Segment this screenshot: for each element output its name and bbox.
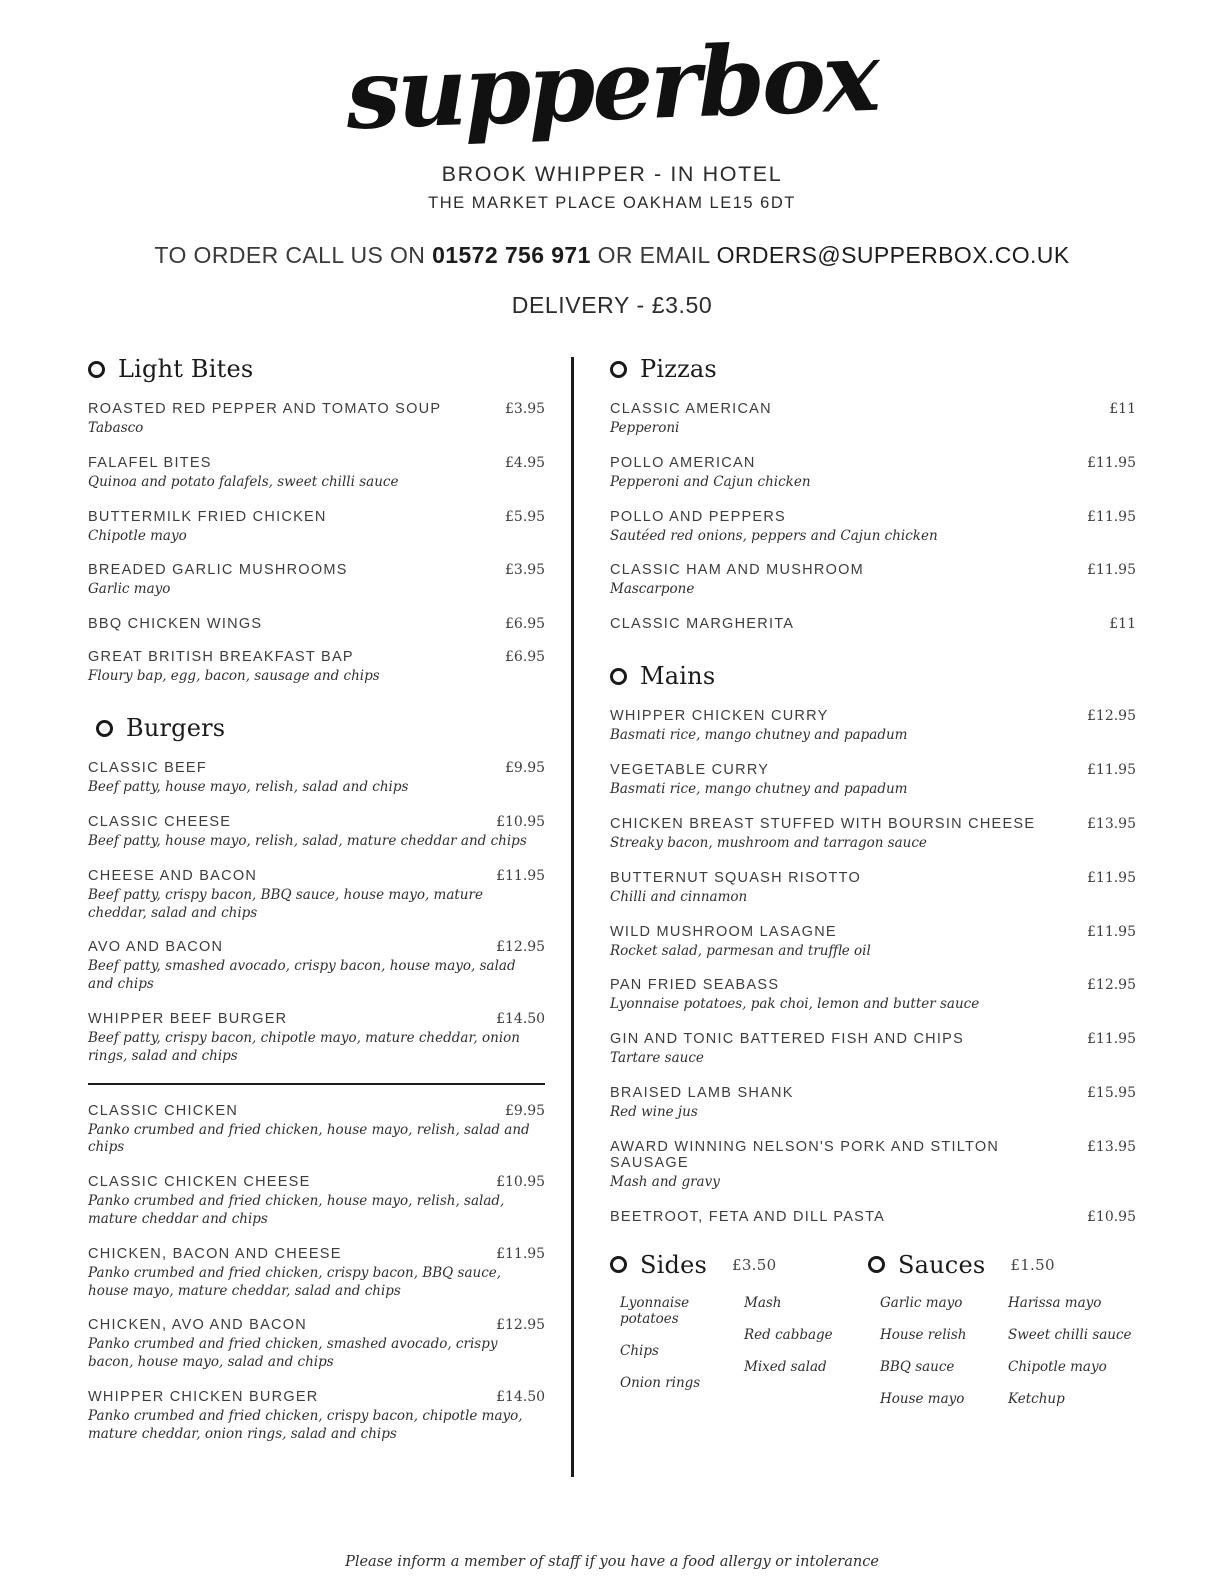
section-header-light-bites (88, 355, 545, 383)
sides-section (610, 1251, 868, 1423)
sauces-price: £1.50 (1010, 1255, 1055, 1274)
item-price: £11.95 (1087, 562, 1136, 579)
menu-item (88, 1246, 545, 1301)
circle-bullet-icon (88, 361, 105, 378)
menu-item (88, 455, 545, 492)
item-name: BEETROOT, FETA AND DILL PASTA (610, 1208, 886, 1225)
circle-bullet-icon (868, 1256, 885, 1273)
item-name: GIN AND TONIC BATTERED FISH AND CHIPS (610, 1031, 965, 1048)
item-name: BREADED GARLIC MUSHROOMS (88, 562, 348, 579)
item-description: Mash and gravy (610, 1173, 720, 1190)
item-description: Pepperoni and Cajun chicken (610, 473, 811, 490)
circle-bullet-icon (610, 1256, 627, 1273)
item-description: Rocket salad, parmesan and truffle oil (610, 942, 871, 959)
brand-logo: supperbox (344, 19, 880, 152)
sauce-item: Sweet chilli sauce (1008, 1326, 1132, 1343)
section-title-sides: Sides (640, 1250, 707, 1279)
sauce-item: BBQ sauce (880, 1358, 955, 1375)
menu-item (88, 649, 545, 686)
menu-item (88, 814, 545, 851)
section-title-mains: Mains (640, 662, 716, 691)
item-price: £12.95 (496, 1317, 546, 1334)
item-description: Chilli and cinnamon (610, 888, 748, 905)
menu-item (610, 816, 1136, 853)
item-description: Panko crumbed and fried chicken, smashed avocado, crispy bacon, house mayo, salad and chips (88, 1336, 498, 1371)
item-name: CHICKEN, AVO AND BACON (88, 1317, 307, 1334)
sauce-item: House relish (880, 1326, 967, 1343)
side-item: Onion rings (620, 1374, 701, 1391)
item-description: Pepperoni (610, 420, 680, 436)
item-name: POLLO AND PEPPERS (610, 508, 786, 525)
item-name: POLLO AMERICAN (610, 454, 756, 471)
allergy-notice: Please inform a member of staff if you have a food allergy or intolerance (345, 1554, 879, 1570)
item-price: £12.95 (496, 939, 546, 956)
item-price: £11.95 (1087, 762, 1136, 779)
item-name: GREAT BRITISH BREAKFAST BAP (88, 649, 354, 666)
item-name: BBQ CHICKEN WINGS (88, 616, 263, 633)
item-price: £4.95 (505, 454, 546, 471)
sides-column-1 (620, 1295, 744, 1407)
item-price: £11 (1109, 616, 1136, 633)
menu-item (610, 401, 1136, 438)
menu-item (88, 868, 545, 923)
menu-item (610, 870, 1136, 907)
circle-bullet-icon (96, 720, 113, 737)
sides-sauces-block (610, 1251, 1136, 1423)
item-description: Basmati rice, mango chutney and papadum (610, 781, 908, 798)
item-description: Sautéed red onions, peppers and Cajun chicken (610, 527, 938, 544)
menu-item (610, 924, 1136, 961)
menu-item (610, 708, 1136, 745)
menu-item (610, 455, 1136, 492)
item-description: Beef patty, crispy bacon, chipotle mayo, mature cheddar, onion rings, salad and chips (88, 1029, 520, 1064)
item-name: CLASSIC CHICKEN CHEESE (88, 1174, 311, 1191)
menu-item (88, 1011, 545, 1066)
item-price: £12.95 (1087, 708, 1136, 725)
menu-item (88, 401, 545, 438)
item-price: £15.95 (1087, 1084, 1136, 1101)
item-description: Beef patty, house mayo, relish, salad and chips (88, 779, 409, 796)
menu-item (88, 509, 545, 546)
menu-item (88, 1389, 545, 1444)
menu-item (610, 1085, 1136, 1122)
item-name: WILD MUSHROOM LASAGNE (610, 923, 837, 940)
item-price: £11.95 (1087, 923, 1136, 940)
item-description: Beef patty, crispy bacon, BBQ sauce, house mayo, mature cheddar, salad and chips (88, 886, 483, 921)
item-name: AVO AND BACON (88, 939, 224, 956)
item-name: FALAFEL BITES (88, 454, 212, 471)
item-price: £10.95 (496, 1174, 546, 1191)
menu-item (610, 562, 1136, 599)
item-description: Panko crumbed and fried chicken, crispy bacon, BBQ sauce, house mayo, mature cheddar, salad and chips (88, 1264, 502, 1299)
item-name: AWARD WINNING NELSON'S PORK AND STILTON SAUSAGE (610, 1138, 1000, 1171)
section-header-pizzas (610, 355, 1136, 383)
item-name: BUTTERNUT SQUASH RISOTTO (610, 869, 862, 886)
circle-bullet-icon (610, 361, 627, 378)
sauce-item: Ketchup (1008, 1390, 1065, 1407)
item-price: £6.95 (505, 649, 546, 666)
item-price: £13.95 (1087, 1138, 1136, 1155)
side-item: Lyonnaise potatoes (620, 1294, 690, 1327)
menu-columns (0, 355, 1224, 1477)
item-name: CLASSIC BEEF (88, 760, 207, 777)
side-item: Mash (744, 1294, 782, 1311)
item-description: Beef patty, house mayo, relish, salad, mature cheddar and chips (88, 832, 527, 849)
sauce-item: Garlic mayo (880, 1294, 963, 1311)
item-description: Panko crumbed and fried chicken, crispy bacon, chipotle mayo, mature cheddar, onion rings, salad and chips (88, 1408, 523, 1442)
menu-item (610, 1209, 1136, 1225)
menu-item (88, 1103, 545, 1158)
item-name: CLASSIC CHICKEN (88, 1102, 239, 1119)
item-price: £11.95 (1087, 1031, 1136, 1048)
item-description: Tabasco (88, 420, 144, 436)
menu-item (88, 939, 545, 994)
menu-item (610, 509, 1136, 546)
sauce-item: Harissa mayo (1008, 1294, 1102, 1311)
item-price: £11.95 (1087, 508, 1136, 525)
item-description: Streaky bacon, mushroom and tarragon sauce (610, 834, 927, 851)
item-price: £3.95 (505, 401, 546, 417)
item-description: Floury bap, egg, bacon, sausage and chips (88, 668, 380, 685)
menu-item (88, 1317, 545, 1372)
menu-item (610, 1139, 1136, 1192)
section-header-sauces (868, 1251, 1136, 1279)
item-price: £14.50 (496, 1389, 546, 1406)
sides-column-2 (744, 1295, 868, 1407)
item-description: Lyonnaise potatoes, pak choi, lemon and butter sauce (610, 996, 980, 1013)
menu-item (88, 562, 545, 599)
side-item: Chips (620, 1342, 659, 1359)
item-name: CHICKEN BREAST STUFFED WITH BOURSIN CHEESE (610, 815, 1036, 832)
item-name: CLASSIC HAM AND MUSHROOM (610, 562, 864, 579)
menu-item (88, 1174, 545, 1229)
delivery-charge: DELIVERY - £3.50 (511, 292, 713, 318)
item-name: WHIPPER CHICKEN BURGER (88, 1389, 319, 1406)
item-name: BRAISED LAMB SHANK (610, 1084, 794, 1101)
menu-item (88, 616, 545, 632)
item-name: WHIPPER CHICKEN CURRY (610, 708, 829, 725)
item-description: Beef patty, smashed avocado, crispy bacon, house mayo, salad and chips (88, 958, 516, 993)
section-header-sides (610, 1251, 868, 1279)
circle-bullet-icon (610, 668, 627, 685)
item-name: CLASSIC MARGHERITA (610, 616, 795, 633)
order-contact-line (0, 242, 1224, 269)
item-price: £11 (1109, 401, 1136, 417)
item-description: Mascarpone (610, 581, 695, 598)
venue-name: BROOK WHIPPER - IN HOTEL (441, 162, 783, 186)
sauces-section (868, 1251, 1136, 1423)
menu-item (610, 1031, 1136, 1068)
item-price: £13.95 (1087, 815, 1136, 832)
section-title-light-bites: Light Bites (118, 355, 254, 383)
sauces-column-2 (1008, 1295, 1136, 1423)
item-description: Basmati rice, mango chutney and papadum (610, 727, 908, 744)
item-description: Garlic mayo (88, 581, 171, 598)
item-price: £12.95 (1087, 977, 1136, 994)
side-item: Mixed salad (744, 1358, 827, 1375)
item-price: £14.50 (496, 1010, 546, 1027)
menu-header (0, 0, 1224, 319)
column-divider (571, 357, 574, 1477)
menu-item (610, 616, 1136, 632)
item-name: CHICKEN, BACON AND CHEESE (88, 1245, 342, 1262)
item-name: WHIPPER BEEF BURGER (88, 1010, 288, 1027)
order-prefix-text: TO ORDER CALL US ON (154, 242, 433, 268)
item-description: Red wine jus (610, 1103, 698, 1120)
item-name: CLASSIC CHEESE (88, 813, 232, 830)
item-price: £9.95 (505, 1102, 546, 1119)
item-name: PAN FRIED SEABASS (610, 977, 780, 994)
item-price: £9.95 (505, 760, 546, 777)
item-price: £11.95 (1087, 869, 1136, 886)
menu-column-left (88, 355, 571, 1477)
section-title-pizzas: Pizzas (640, 355, 717, 383)
sauce-item: Chipotle mayo (1008, 1358, 1107, 1375)
burger-section-divider (88, 1083, 545, 1085)
venue-address: THE MARKET PLACE OAKHAM LE15 6DT (428, 194, 796, 212)
item-name: CLASSIC AMERICAN (610, 401, 772, 417)
side-item: Red cabbage (744, 1326, 833, 1343)
item-description: Panko crumbed and fried chicken, house mayo, relish, salad and chips (88, 1121, 530, 1156)
item-name: BUTTERMILK FRIED CHICKEN (88, 508, 327, 525)
menu-item (610, 762, 1136, 799)
item-description: Quinoa and potato falafels, sweet chilli sauce (88, 473, 399, 490)
section-header-burgers (88, 714, 545, 742)
item-price: £11.95 (496, 1245, 546, 1262)
item-price: £10.95 (496, 813, 546, 830)
item-price: £5.95 (505, 508, 546, 525)
item-name: VEGETABLE CURRY (610, 762, 770, 779)
menu-item (610, 977, 1136, 1014)
sauces-column-1 (880, 1295, 1008, 1423)
section-title-sauces: Sauces (898, 1250, 986, 1279)
section-header-mains (610, 662, 1136, 690)
item-price: £3.95 (505, 562, 546, 579)
section-title-burgers: Burgers (126, 714, 226, 743)
sauce-item: House mayo (880, 1390, 965, 1407)
item-description: Tartare sauce (610, 1050, 704, 1067)
item-price: £11.95 (496, 867, 546, 884)
item-description: Panko crumbed and fried chicken, house mayo, relish, salad, mature cheddar and chips (88, 1193, 505, 1227)
item-price: £10.95 (1087, 1208, 1136, 1225)
phone-number[interactable]: 01572 756 971 (432, 242, 591, 268)
menu-column-right (598, 355, 1136, 1477)
sides-price: £3.50 (732, 1255, 777, 1274)
item-name: CHEESE AND BACON (88, 867, 258, 884)
item-price: £6.95 (505, 616, 546, 633)
item-price: £11.95 (1087, 454, 1136, 471)
menu-item (88, 760, 545, 797)
item-description: Chipotle mayo (88, 527, 187, 544)
order-email[interactable]: ORDERS@SUPPERBOX.CO.UK (716, 242, 1070, 268)
order-middle-text: OR EMAIL (590, 242, 717, 268)
item-name: ROASTED RED PEPPER AND TOMATO SOUP (88, 401, 442, 417)
